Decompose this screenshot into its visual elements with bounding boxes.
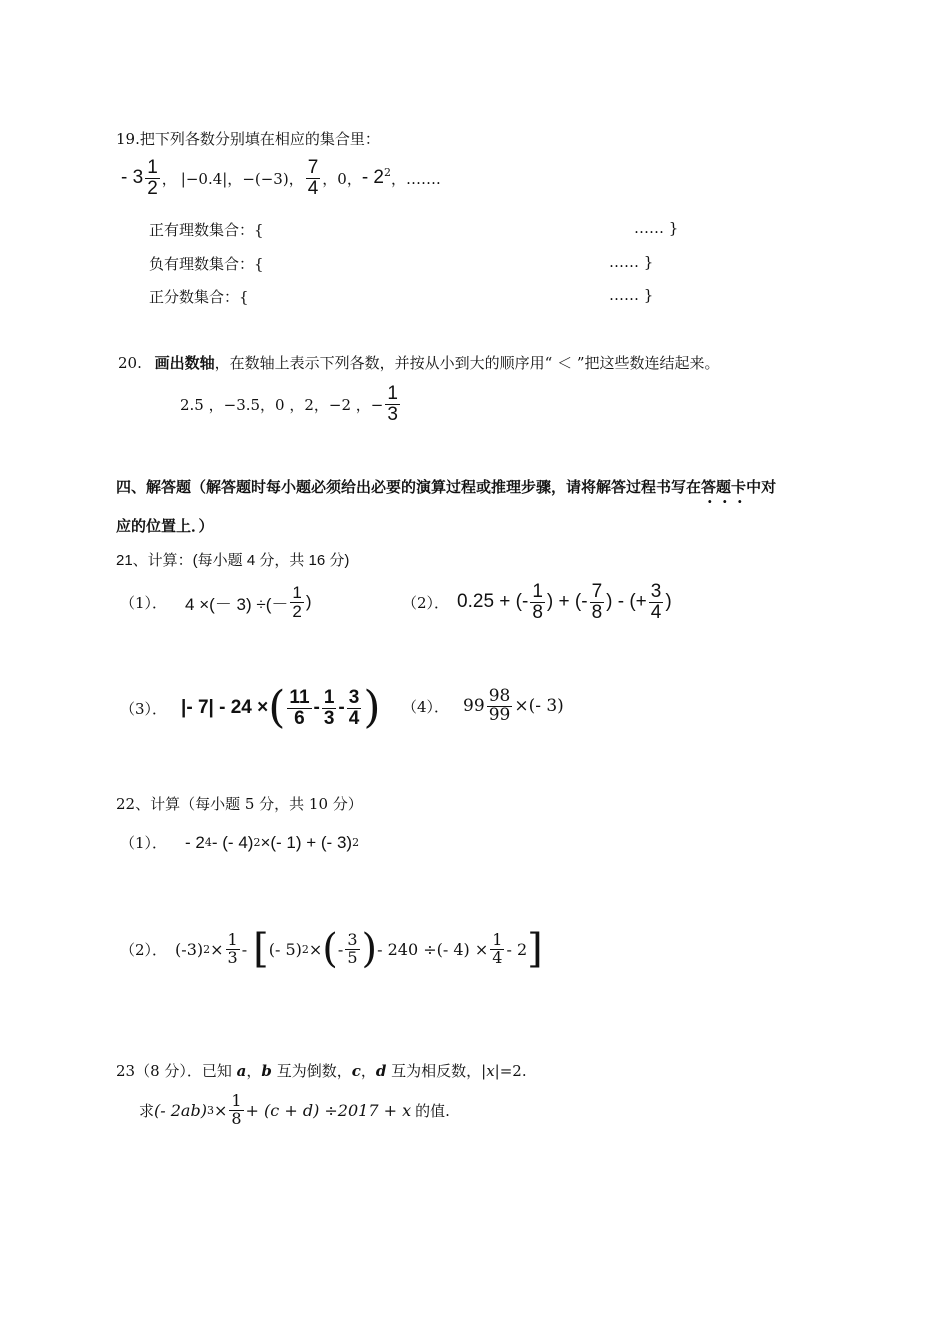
q21-part1 (120, 584, 312, 621)
q19-numbers (121, 158, 441, 199)
q23-ask-tail: 的值. (415, 1101, 450, 1120)
q21-p2-d: ) (665, 591, 672, 613)
q23-var-a: a (236, 1062, 247, 1080)
q22-p2-h: - 2 (506, 939, 528, 959)
q22-p1-label: （1）． (120, 834, 168, 852)
q22-p2-c: - (241, 939, 248, 959)
q22-p2-g: - 240 ÷(- 4) × (377, 939, 489, 959)
q19-num5: ，0， (322, 169, 362, 188)
q19-set-positive-fraction-end: …… } (609, 286, 654, 304)
q22-p2-frac2: $\frac{3}{5}$ (347, 929, 358, 967)
q22-p2-frac1: $\frac{1}{3}$ (227, 929, 238, 967)
q21-p2-label: （2）． (402, 593, 450, 612)
q21-p2-frac2: $\frac{7}{8}$ (591, 581, 603, 623)
q21-p1-close: ) (305, 592, 312, 612)
q19-tail: ，……. (391, 169, 441, 188)
q21-p1-label: （1）． (120, 593, 168, 612)
q22-p2-f2sign: - (337, 939, 344, 959)
q19-num4-frac: $\frac{7}{4}$ (307, 157, 319, 199)
q21-p3-frac1: $\frac{11}{6}$ (289, 686, 310, 729)
q22-p2-e: × (308, 939, 323, 959)
q19-num1-sign: - 3 (121, 167, 144, 189)
q23-ask-expr2: × (213, 1100, 228, 1120)
q21-p3-frac3: $\frac{3}{4}$ (348, 686, 360, 729)
q23-var-c: c (351, 1062, 361, 1080)
q21-p2-b: ) + (- (546, 591, 588, 613)
q22-part1 (120, 832, 359, 853)
q22-p2-a: (-3) (175, 939, 204, 959)
q22-p2-d: (- 5) (268, 939, 302, 959)
q23-ask-a: 求 (139, 1101, 155, 1120)
q22-p1-c: ×(- 1) + (- 3) (260, 832, 353, 852)
q23-ask-expr3: + (c + d) ÷2017 + x (245, 1100, 412, 1120)
q19-num6-exp: 2 (384, 165, 392, 179)
q19-sep1: ， (161, 169, 177, 188)
q23-ask-expr1: (- 2ab) (154, 1100, 207, 1120)
q22-p2-frac3: $\frac{1}{4}$ (492, 929, 503, 967)
q22-p2-lparen: ( (322, 926, 338, 972)
q22-part2 (120, 926, 543, 972)
q19-set-positive-fraction-label: 正分数集合：{ (149, 288, 249, 306)
q21-part4 (402, 688, 564, 725)
q21-p4-label: （4）． (402, 697, 450, 716)
q21-p4-frac: $\frac{98}{99}$ (488, 686, 511, 725)
q19-set-negative-rational-label: 负有理数集合：{ (149, 255, 264, 273)
q20-number: 20. (118, 354, 142, 372)
q19-num1-frac: $\frac{1}{2}$ (147, 157, 158, 199)
q19-set-positive-rational-end: …… } (634, 219, 679, 237)
q23-ask-frac: $\frac{1}{8}$ (231, 1091, 242, 1128)
q22-p1-a: - 2 (185, 832, 205, 852)
q20-values (180, 384, 402, 425)
q22-p2-e1: 2 (203, 942, 211, 956)
q23-var-b: b (261, 1062, 272, 1080)
section4-heading-line2: 应的位置上．） (116, 517, 214, 535)
q22-p1-e3: 2 (352, 836, 360, 849)
q22-p2-label: （2）． (120, 940, 168, 959)
q21-p2-frac3: $\frac{3}{4}$ (650, 581, 662, 623)
q21-p3-frac2: $\frac{1}{3}$ (323, 686, 335, 729)
q21-p4-int: 99 (463, 696, 485, 717)
q23-var-d: d (375, 1062, 387, 1080)
q21-p1-frac: $\frac{1}{2}$ (292, 583, 302, 621)
q20-question (118, 352, 720, 373)
q19-set-negative-rational-end: …… } (609, 253, 654, 271)
q20-rest: ，在数轴上表示下列各数，并按从小到大的顺序用“ ＜ ”把这些数连结起来。 (214, 354, 720, 372)
q21-p2-a: 0.25 + (- (457, 591, 529, 613)
q22-p2-e2: 2 (301, 942, 309, 956)
q21-p3-a: |- 7| - 24 × (181, 697, 269, 718)
q21-p3-m1: - (313, 697, 320, 718)
q21-p1-expr: 4 ×(－ 3) ÷(－ (185, 594, 289, 614)
q22-p2-lbracket: [ (253, 926, 269, 972)
q22-p2-rparen: ) (361, 926, 378, 972)
q22-p2-rbracket: ] (527, 926, 543, 972)
q22-p1-e1: 4 (204, 836, 212, 849)
q23-title: 23（8 分）．已知 a，b 互为倒数，c，d 互为相反数，|x|=2. (116, 1062, 527, 1080)
q19-title: 19.把下列各数分别填在相应的集合里： (116, 130, 380, 148)
q21-title: 21、计算：(每小题 4 分，共 16 分) (116, 552, 350, 569)
section4-heading-line1: 四、解答题（解答题时每小题必须给出必要的演算过程或推理步骤，请将解答过程书写在答题卡中对 (116, 478, 777, 496)
q19-set-positive-rational-label: 正有理数集合：{ (149, 221, 264, 239)
q22-p1-e2: 2 (253, 836, 261, 849)
q19-num3: −(−3)， (242, 169, 304, 188)
q21-part2 (402, 582, 672, 623)
q20-frac: $\frac{1}{3}$ (387, 383, 398, 425)
q21-p3-label: （3）． (120, 699, 168, 718)
q21-p3-rparen: ) (363, 682, 381, 733)
q21-p2-c: ) - (+ (606, 591, 647, 613)
q22-p2-b: × (210, 939, 224, 959)
q22-title: 22、计算（每小题 5 分，共 10 分） (116, 795, 363, 813)
q23-var-x: x (486, 1062, 495, 1080)
q21-part3 (120, 682, 381, 733)
q21-p3-m2: - (338, 697, 345, 718)
q21-p3-lparen: ( (268, 682, 286, 733)
q21-p4-tail: ×(- 3) (514, 696, 564, 717)
q22-p1-b: - (- 4) (211, 832, 254, 852)
q21-p2-frac1: $\frac{1}{8}$ (532, 581, 543, 623)
q23-ask (139, 1093, 450, 1128)
q19-num2: |−0.4|， (180, 169, 243, 188)
q20-values-text: 2.5 ，−3.5，0 ，2，−2 ，− (180, 395, 384, 414)
q20-bold-part: 画出数轴 (154, 354, 215, 372)
q19-num6-base: - 2 (361, 167, 385, 189)
q23-ask-exp: 3 (206, 1103, 214, 1117)
